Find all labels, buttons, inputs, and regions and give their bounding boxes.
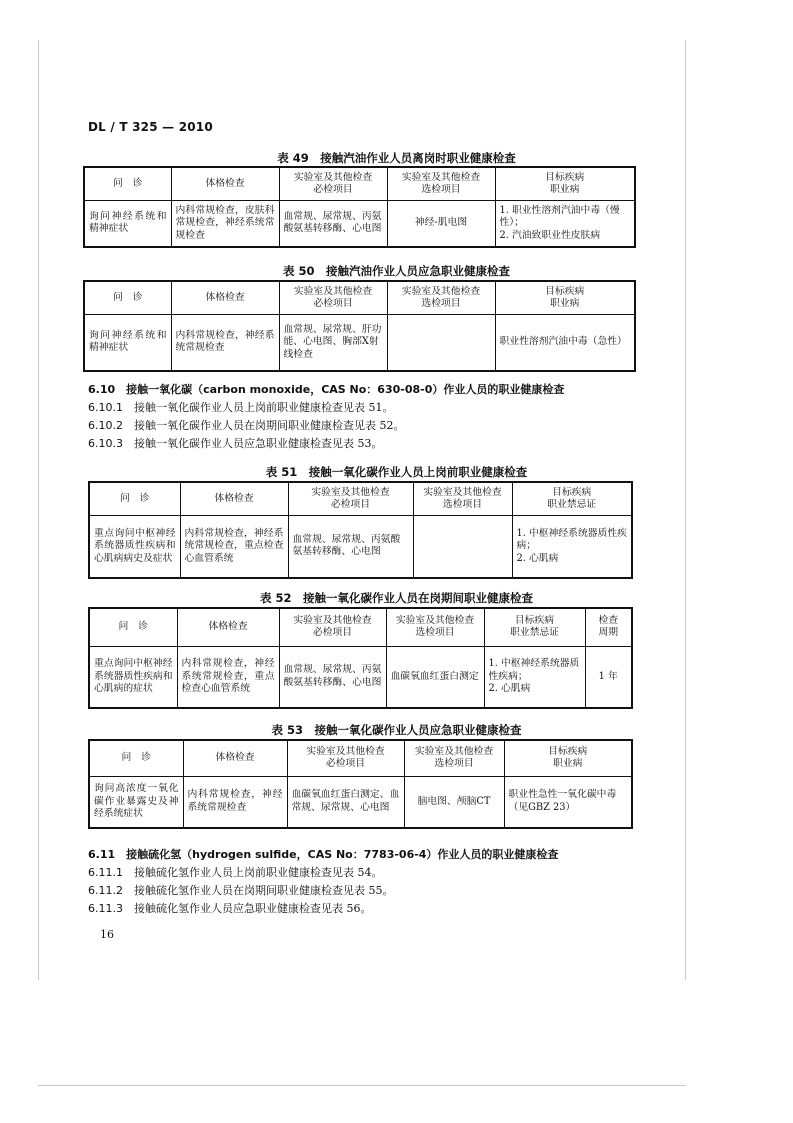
cell-consultation: 重点询问中枢神经系统器质性疾病和心肌病病史及症状: [89, 516, 180, 578]
cell-required-tests: 血常规、尿常规、丙氨酸氨基转移酶、心电图: [279, 201, 387, 247]
cell-consultation: 重点询问中枢神经系统器质性疾病和心肌病的症状: [89, 646, 177, 708]
header-check-cycle: 检查 周期: [585, 608, 632, 646]
cell-consultation: 询问神经系统和精神症状: [84, 201, 171, 247]
header-optional-tests: 实验室及其他检查 选检项目: [413, 482, 512, 516]
cell-target-disease: 1. 职业性溶剂汽油中毒（慢性）； 2. 汽油致职业性皮肤病: [495, 201, 635, 247]
header-consultation: 问 诊: [89, 740, 183, 776]
cell-optional-tests: 血碳氧血红蛋白测定: [386, 646, 484, 708]
clause-6-10-1: 6.10.1 接触一氧化碳作业人员上岗前职业健康检查见表 51。: [88, 401, 394, 414]
table-49-caption: 表 49 接触汽油作业人员离岗时职业健康检查: [277, 151, 516, 165]
header-required-tests: 实验室及其他检查 必检项目: [279, 281, 387, 315]
header-required-tests: 实验室及其他检查 必检项目: [288, 482, 413, 516]
clause-6-11-3: 6.11.3 接触硫化氢作业人员应急职业健康检查见表 56。: [88, 902, 372, 915]
table-49: [83, 166, 636, 248]
header-contraindication: 目标疾病 职业禁忌证: [484, 608, 585, 646]
header-required-tests: 实验室及其他检查 必检项目: [279, 167, 387, 201]
header-target-disease: 目标疾病 职业病: [495, 167, 635, 201]
header-target-disease: 目标疾病 职业病: [504, 740, 632, 776]
cell-physical-exam: 内科常规检查，神经系统常规检查: [171, 315, 279, 371]
document-id: DL / T 325 — 2010: [88, 120, 213, 134]
page-number: 16: [100, 928, 114, 941]
cell-required-tests: 血碳氧血红蛋白测定、血常规、尿常规、心电图: [287, 776, 404, 828]
cell-consultation: 询问高浓度一氧化碳作业暴露史及神经系统症状: [89, 776, 183, 828]
header-required-tests: 实验室及其他检查 必检项目: [287, 740, 404, 776]
cell-optional-tests: 脑电图、颅脑CT: [404, 776, 504, 828]
cell-target-disease: 职业性溶剂汽油中毒（急性）: [495, 315, 635, 371]
header-consultation: 问 诊: [89, 608, 177, 646]
table-52-caption: 表 52 接触一氧化碳作业人员在岗期间职业健康检查: [259, 591, 533, 605]
table-53: [88, 739, 633, 829]
table-53-caption: 表 53 接触一氧化碳作业人员应急职业健康检查: [271, 723, 522, 737]
table-51: [88, 481, 633, 579]
section-6-10-heading: 6.10 接触一氧化碳（carbon monoxide，CAS No：630-08-0）作业人员的职业健康检查: [88, 383, 565, 396]
clause-6-11-2: 6.11.2 接触硫化氢作业人员在岗期间职业健康检查见表 55。: [88, 884, 394, 897]
header-contraindication: 目标疾病 职业禁忌证: [512, 482, 632, 516]
cell-contraindication: 1. 中枢神经系统器质性疾病； 2. 心肌病: [484, 646, 585, 708]
header-required-tests: 实验室及其他检查 必检项目: [279, 608, 386, 646]
table-51-caption: 表 51 接触一氧化碳作业人员上岗前职业健康检查: [265, 465, 528, 479]
clause-6-10-3: 6.10.3 接触一氧化碳作业人员应急职业健康检查见表 53。: [88, 437, 383, 450]
table-52: [88, 607, 633, 709]
clause-6-11-1: 6.11.1 接触硫化氢作业人员上岗前职业健康检查见表 54。: [88, 866, 383, 879]
cell-physical-exam: 内科常规检查，皮肤科常规检查，神经系统常规检查: [171, 201, 279, 247]
header-optional-tests: 实验室及其他检查 选检项目: [404, 740, 504, 776]
cell-physical-exam: 内科常规检查，神经系统常规检查，重点检查心血管系统: [180, 516, 288, 578]
section-6-11-heading: 6.11 接触硫化氢（hydrogen sulfide，CAS No：7783-06-4）作业人员的职业健康检查: [88, 848, 559, 861]
cell-optional-tests: [387, 315, 495, 371]
header-optional-tests: 实验室及其他检查 选检项目: [386, 608, 484, 646]
header-physical-exam: 体格检查: [177, 608, 279, 646]
clause-6-10-2: 6.10.2 接触一氧化碳作业人员在岗期间职业健康检查见表 52。: [88, 419, 405, 432]
header-consultation: 问 诊: [84, 281, 171, 315]
header-consultation: 问 诊: [84, 167, 171, 201]
bottom-scan-edge: [38, 1085, 686, 1086]
header-consultation: 问 诊: [89, 482, 180, 516]
header-optional-tests: 实验室及其他检查 选检项目: [387, 167, 495, 201]
table-50-caption: 表 50 接触汽油作业人员应急职业健康检查: [282, 264, 510, 278]
cell-consultation: 询问神经系统和精神症状: [84, 315, 171, 371]
cell-optional-tests: [413, 516, 512, 578]
header-physical-exam: 体格检查: [171, 167, 279, 201]
table-50: [83, 280, 636, 372]
cell-required-tests: 血常规、尿常规、丙氨酸氨基转移酶、心电图: [279, 646, 386, 708]
left-scan-edge: [38, 40, 39, 980]
header-physical-exam: 体格检查: [171, 281, 279, 315]
cell-target-disease: 职业性急性一氧化碳中毒（见GBZ 23）: [504, 776, 632, 828]
cell-optional-tests: 神经-肌电图: [387, 201, 495, 247]
cell-physical-exam: 内科常规检查，神经系统常规检查: [183, 776, 287, 828]
header-target-disease: 目标疾病 职业病: [495, 281, 635, 315]
cell-contraindication: 1. 中枢神经系统器质性疾病； 2. 心肌病: [512, 516, 632, 578]
cell-physical-exam: 内科常规检查，神经系统常规检查，重点检查心血管系统: [177, 646, 279, 708]
header-physical-exam: 体格检查: [183, 740, 287, 776]
header-optional-tests: 实验室及其他检查 选检项目: [387, 281, 495, 315]
header-physical-exam: 体格检查: [180, 482, 288, 516]
cell-required-tests: 血常规、尿常规、肝功能、心电图、胸部X射线检查: [279, 315, 387, 371]
cell-check-cycle: 1 年: [585, 646, 632, 708]
right-scan-edge: [685, 40, 686, 980]
cell-required-tests: 血常规、尿常规、丙氨酸氨基转移酶、心电图: [288, 516, 413, 578]
